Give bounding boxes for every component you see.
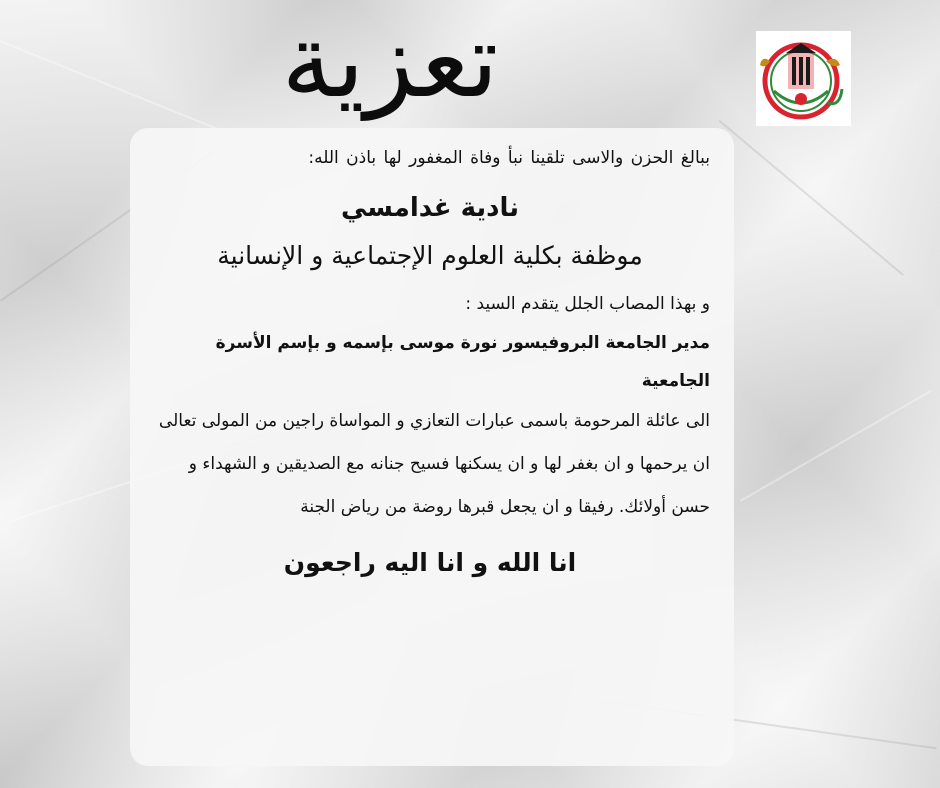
intro-text: ببالغ الحزن والاسى تلقينا نبأ وفاة المغفور لها باذن الله: — [308, 148, 710, 168]
paper-crease — [740, 390, 932, 502]
condolence-body: الى عائلة المرحومة باسمى عبارات التعازي و المواساة راجين من المولى تعالى ان يرحمها و ان بغفر لها و ان يسكنها فسيح جنانه مع الصديقين و الشهداء و حسن أولائك. رفيقا و ان يجعل قبرها روضة من رياض الجنة — [158, 411, 710, 517]
sender-text: مدير الجامعة البروفيسور نورة موسى بإسمه و بإسم الأسرة الجامعية — [215, 333, 710, 391]
deceased-role: موظفة بكلية العلوم الإجتماعية و الإنسانية — [217, 241, 643, 270]
lead-in-text: و بهذا المصاب الجلل يتقدم السيد : — [465, 294, 710, 314]
university-logo-icon — [756, 31, 851, 126]
deceased-name: نادية غدامسي — [340, 193, 519, 223]
university-logo — [756, 31, 851, 126]
closing-verse: انا الله و انا اليه راجعون — [283, 548, 577, 577]
page-title: تعزية — [281, 2, 499, 121]
condolence-text — [150, 138, 710, 593]
paper-crease — [719, 120, 904, 276]
